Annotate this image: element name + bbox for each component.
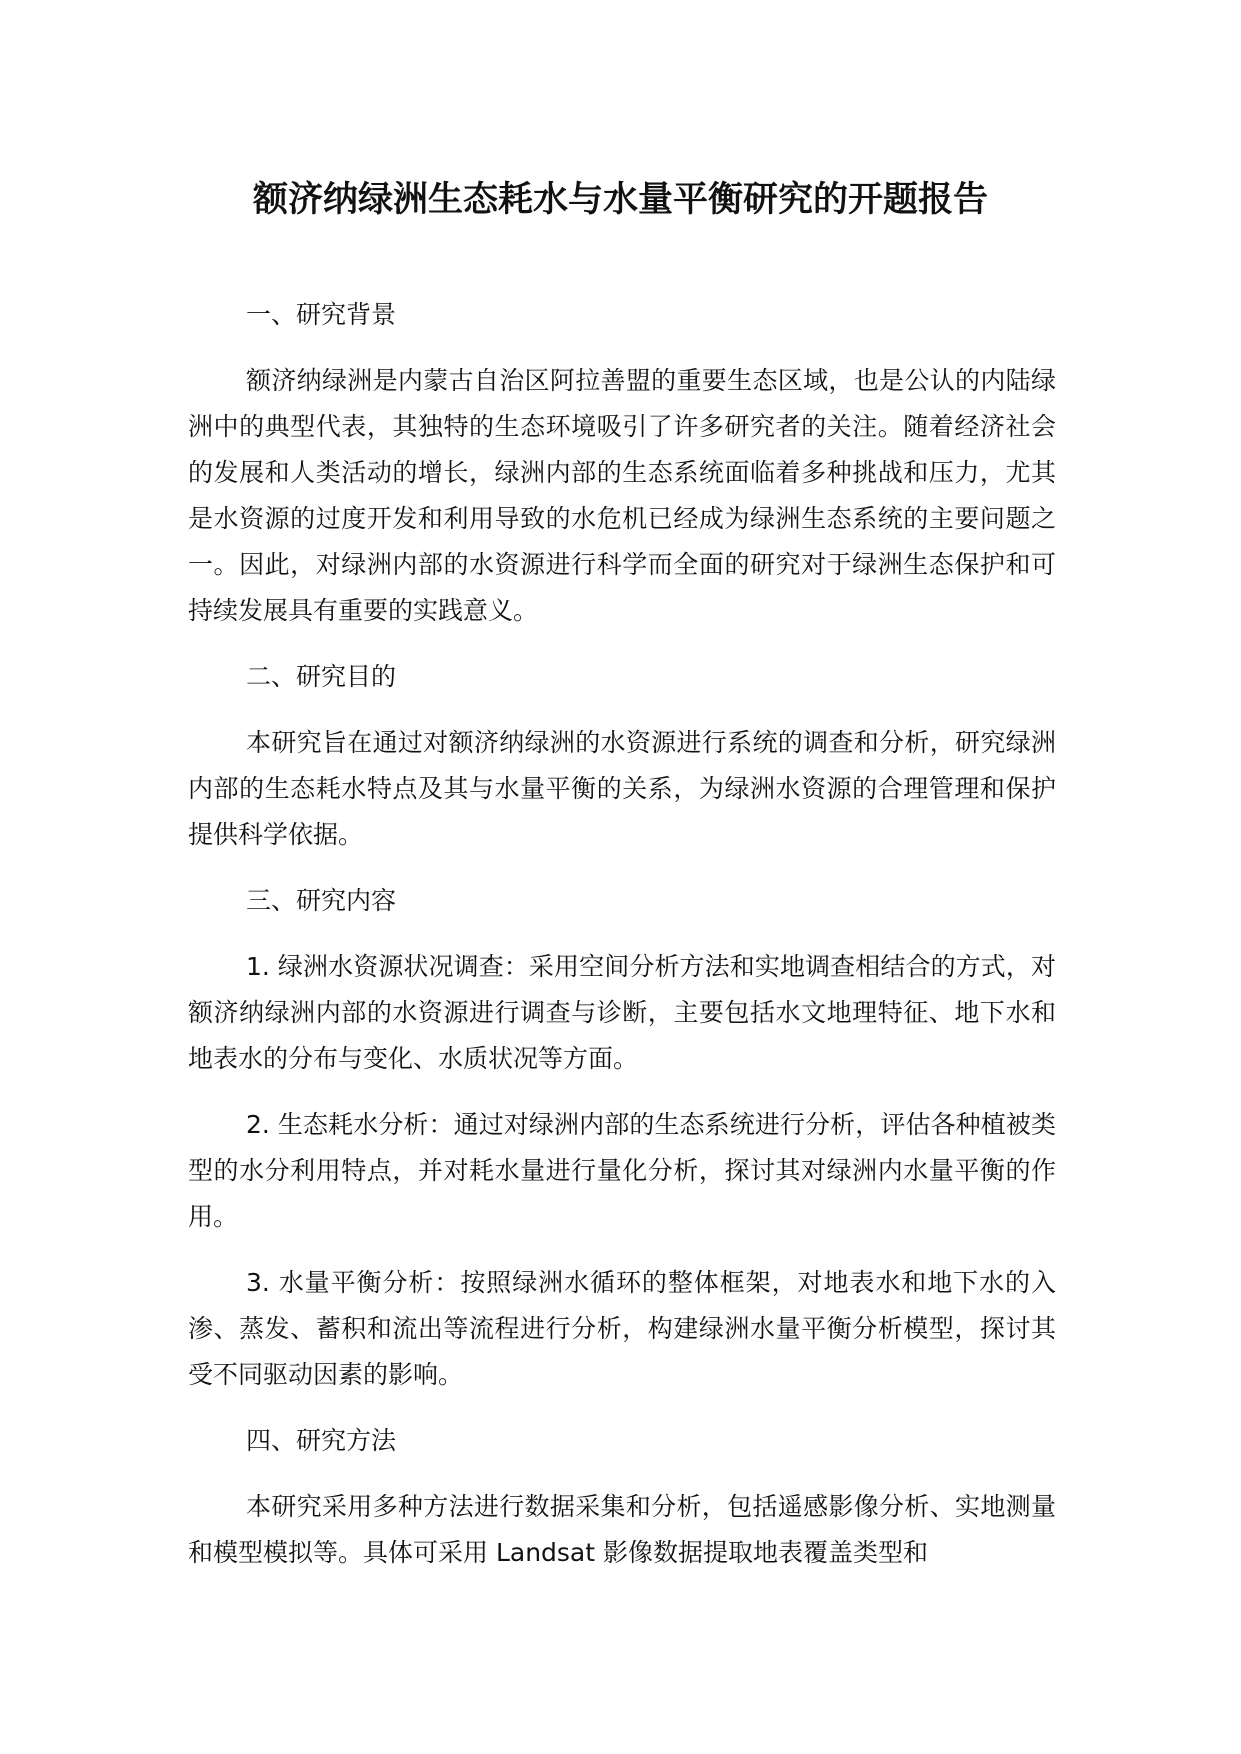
paragraph-methods: 本研究采用多种方法进行数据采集和分析，包括遥感影像分析、实地测量和模型模拟等。具体可采用 Landsat 影像数据提取地表覆盖类型和 (188, 1492, 1056, 1567)
paragraph-content-item-1: 1. 绿洲水资源状况调查：采用空间分析方法和实地调查相结合的方式，对额济纳绿洲内部的水资源进行调查与诊断，主要包括水文地理特征、地下水和地表水的分布与变化、水质状况等方面。 (188, 952, 1056, 1073)
paragraph-content-item-2: 2. 生态耗水分析：通过对绿洲内部的生态系统进行分析，评估各种植被类型的水分利用特点，并对耗水量进行量化分析，探讨其对绿洲内水量平衡的作用。 (188, 1110, 1056, 1231)
paragraph-purpose: 本研究旨在通过对额济纳绿洲的水资源进行系统的调查和分析，研究绿洲内部的生态耗水特点及其与水量平衡的关系，为绿洲水资源的合理管理和保护提供科学依据。 (188, 728, 1056, 849)
section-heading-methods: 四、研究方法 (246, 1426, 397, 1455)
section-heading-content: 三、研究内容 (246, 886, 397, 915)
paragraph-background: 额济纳绿洲是内蒙古自治区阿拉善盟的重要生态区域，也是公认的内陆绿洲中的典型代表，其独特的生态环境吸引了许多研究者的关注。随着经济社会的发展和人类活动的增长，绿洲内部的生态系统面临着多种挑战和压力，尤其是水资源的过度开发和利用导致的水危机已经成为绿洲生态系统的主要问题之一。因此，对绿洲内部的水资源进行科学而全面的研究对于绿洲生态保护和可持续发展具有重要的实践意义。 (188, 366, 1056, 625)
document-body (188, 292, 1056, 1596)
section-heading-background: 一、研究背景 (246, 300, 397, 329)
document-title: 额济纳绿洲生态耗水与水量平衡研究的开题报告 (252, 180, 988, 220)
section-heading-purpose: 二、研究目的 (246, 662, 397, 691)
paragraph-content-item-3: 3. 水量平衡分析：按照绿洲水循环的整体框架，对地表水和地下水的入渗、蒸发、蓄积和流出等流程进行分析，构建绿洲水量平衡分析模型，探讨其受不同驱动因素的影响。 (188, 1268, 1056, 1389)
